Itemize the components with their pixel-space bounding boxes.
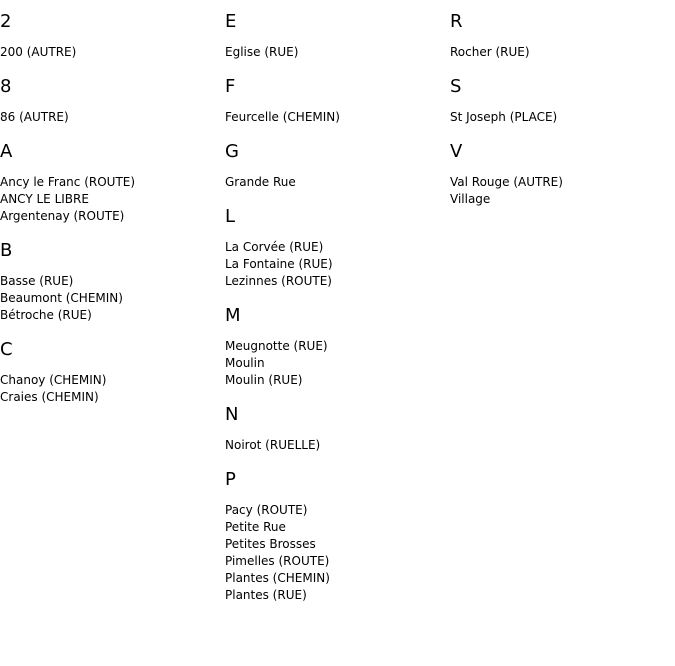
- street-item: Petite Rue: [225, 520, 286, 534]
- street-item: La Fontaine (RUE): [225, 257, 333, 271]
- street-list: [0, 109, 225, 126]
- street-item: Noirot (RUELLE): [225, 438, 321, 452]
- street-item: St Joseph (PLACE): [450, 110, 558, 124]
- letter-group-2: [0, 10, 225, 61]
- street-item: Pacy (ROUTE): [225, 503, 308, 517]
- letter-group-r: [450, 10, 675, 61]
- letter-group-8: [0, 75, 225, 126]
- letter-heading: G: [225, 141, 239, 162]
- street-list: [225, 437, 450, 454]
- street-item: Petites Brosses: [225, 537, 316, 551]
- street-list: [0, 44, 225, 61]
- street-list: [225, 239, 450, 290]
- street-item: Pimelles (ROUTE): [225, 554, 330, 568]
- street-item: Feurcelle (CHEMIN): [225, 110, 340, 124]
- street-item: Ancy le Franc (ROUTE): [0, 175, 136, 189]
- letter-group-p: [225, 468, 450, 604]
- letter-heading: S: [450, 76, 462, 97]
- letter-group-e: [225, 10, 450, 61]
- street-item: Grande Rue: [225, 175, 296, 189]
- street-item: Moulin (RUE): [225, 373, 303, 387]
- letter-group-n: [225, 403, 450, 454]
- street-list: [450, 44, 675, 61]
- letter-heading: 2: [0, 11, 12, 32]
- letter-heading: C: [0, 339, 13, 360]
- letter-heading: A: [0, 141, 13, 162]
- street-item: Chanoy (CHEMIN): [0, 373, 107, 387]
- letter-heading: P: [225, 469, 236, 490]
- street-item: ANCY LE LIBRE: [0, 192, 89, 206]
- letter-heading: F: [225, 76, 236, 97]
- street-item: Val Rouge (AUTRE): [450, 175, 563, 189]
- letter-heading: 8: [0, 76, 12, 97]
- index-column-3: [450, 10, 675, 222]
- letter-group-c: [0, 338, 225, 406]
- letter-heading: M: [225, 305, 241, 326]
- letter-group-s: [450, 75, 675, 126]
- street-item: 200 (AUTRE): [0, 45, 77, 59]
- street-item: Beaumont (CHEMIN): [0, 291, 123, 305]
- street-list: [0, 372, 225, 406]
- street-item: Bétroche (RUE): [0, 308, 92, 322]
- street-list: [225, 109, 450, 126]
- street-item: Moulin: [225, 356, 265, 370]
- letter-group-g: [225, 140, 450, 191]
- street-list: [225, 338, 450, 389]
- letter-group-m: [225, 304, 450, 389]
- street-item: Eglise (RUE): [225, 45, 299, 59]
- street-list: [225, 44, 450, 61]
- street-item: Plantes (CHEMIN): [225, 571, 330, 585]
- street-item: Plantes (RUE): [225, 588, 307, 602]
- street-item: Meugnotte (RUE): [225, 339, 328, 353]
- street-list: [450, 174, 675, 208]
- street-item: Craies (CHEMIN): [0, 390, 99, 404]
- letter-group-l: [225, 205, 450, 290]
- street-item: Village: [450, 192, 491, 206]
- street-item: La Corvée (RUE): [225, 240, 324, 254]
- letter-heading: B: [0, 240, 13, 261]
- letter-group-v: [450, 140, 675, 208]
- street-item: 86 (AUTRE): [0, 110, 69, 124]
- street-item: Lezinnes (ROUTE): [225, 274, 332, 288]
- street-list: [0, 273, 225, 324]
- street-item: Argentenay (ROUTE): [0, 209, 125, 223]
- letter-heading: L: [225, 206, 236, 227]
- street-item: Basse (RUE): [0, 274, 74, 288]
- letter-heading: N: [225, 404, 239, 425]
- street-list: [225, 174, 450, 191]
- index-column-1: [0, 10, 225, 420]
- street-list: [0, 174, 225, 225]
- street-list: [450, 109, 675, 126]
- letter-group-f: [225, 75, 450, 126]
- letter-heading: V: [450, 141, 463, 162]
- letter-heading: R: [450, 11, 463, 32]
- letter-group-a: [0, 140, 225, 225]
- street-list: [225, 502, 450, 604]
- letter-heading: E: [225, 11, 237, 32]
- letter-group-b: [0, 239, 225, 324]
- index-column-2: [225, 10, 450, 618]
- street-item: Rocher (RUE): [450, 45, 530, 59]
